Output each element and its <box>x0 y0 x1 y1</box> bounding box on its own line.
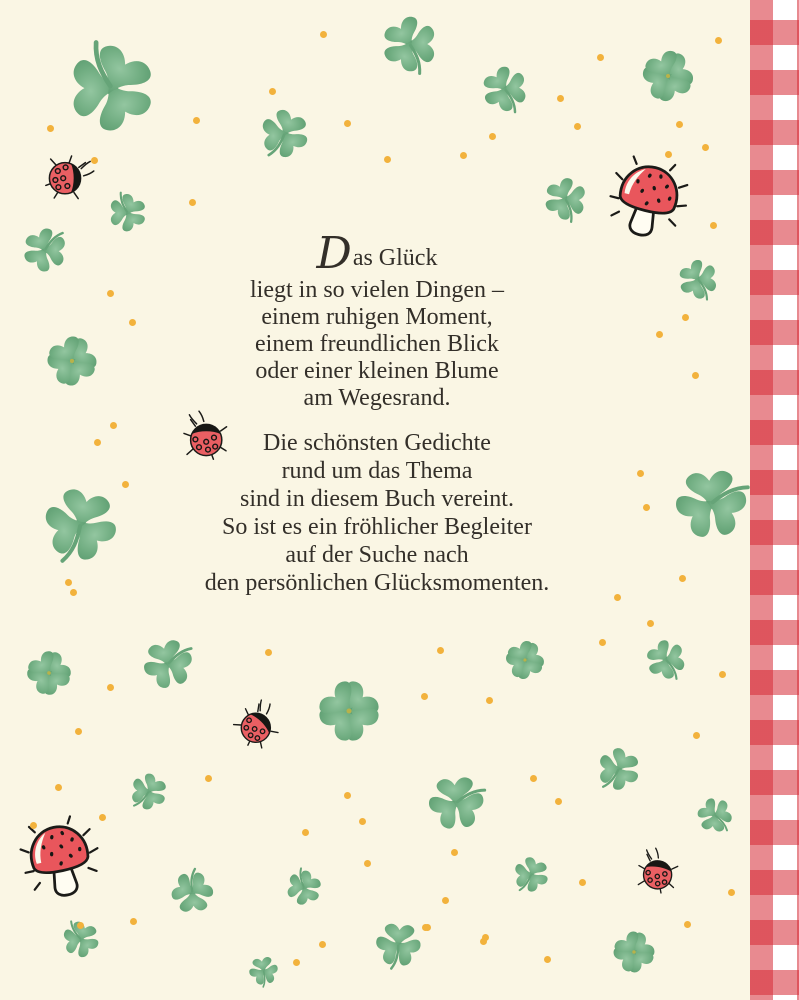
sparkle-dot <box>489 133 496 140</box>
sparkle-dot <box>544 956 551 963</box>
sparkle-dot <box>647 620 654 627</box>
clover-icon <box>407 747 513 853</box>
sparkle-dot <box>359 818 366 825</box>
sparkle-dot <box>728 889 735 896</box>
sparkle-dot <box>302 829 309 836</box>
sparkle-dot <box>451 849 458 856</box>
clover-icon <box>123 613 219 709</box>
blurb-line: den persönlichen Glücksmomenten. <box>204 570 550 596</box>
clover-icon <box>27 1 188 162</box>
sparkle-dot <box>710 222 717 229</box>
blurb-line <box>40 228 714 279</box>
sparkle-dot <box>460 152 467 159</box>
sparkle-dot <box>437 647 444 654</box>
blurb-line: Die schönsten Gedichte <box>263 430 491 456</box>
clover-icon <box>239 93 327 181</box>
clover-icon <box>12 636 86 710</box>
sparkle-dot <box>684 921 691 928</box>
ladybug-icon <box>626 841 689 904</box>
clover-icon <box>489 624 561 696</box>
sparkle-dot <box>384 156 391 163</box>
sparkle-dot <box>320 31 327 38</box>
clover-icon <box>599 917 669 987</box>
clover-icon <box>498 845 562 909</box>
drop-cap-letter: D <box>316 228 352 279</box>
sparkle-dot <box>193 117 200 124</box>
sparkle-dot <box>77 922 84 929</box>
blurb-line: einem freundlichen Blick <box>255 331 499 357</box>
sparkle-dot <box>130 918 137 925</box>
sparkle-dot <box>555 798 562 805</box>
sparkle-dot <box>55 784 62 791</box>
clover-icon <box>621 29 716 124</box>
blurb-line: auf der Suche nach <box>285 542 469 568</box>
clover-icon <box>577 732 656 811</box>
sparkle-dot <box>344 792 351 799</box>
clover-icon <box>630 624 706 700</box>
sparkle-dot <box>293 959 300 966</box>
sparkle-dot <box>693 732 700 739</box>
sparkle-dot <box>715 37 722 44</box>
clover-icon <box>305 667 393 755</box>
sparkle-dot <box>75 728 82 735</box>
sparkle-dot <box>364 860 371 867</box>
sparkle-dot <box>205 775 212 782</box>
clover-icon <box>364 914 431 981</box>
ladybug-icon <box>38 147 98 207</box>
sparkle-dot <box>442 897 449 904</box>
clover-icon <box>360 0 464 100</box>
sparkle-dot <box>30 822 37 829</box>
clover-icon <box>161 858 224 921</box>
blurb-line: sind in diesem Buch vereint. <box>240 486 514 512</box>
blurb-line: rund um das Thema <box>281 458 473 484</box>
blurb-text: as Glück <box>352 245 438 271</box>
ladybug-icon <box>217 685 296 764</box>
sparkle-dot <box>99 814 106 821</box>
sparkle-dot <box>91 157 98 164</box>
sparkle-dot <box>480 938 487 945</box>
sparkle-dot <box>189 199 196 206</box>
clover-icon <box>44 902 114 972</box>
blurb-line: einem ruhigen Moment, <box>261 304 493 330</box>
sparkle-dot <box>574 123 581 130</box>
sparkle-dot <box>269 88 276 95</box>
sparkle-dot <box>719 671 726 678</box>
blurb-line: oder einer kleinen Blume <box>255 358 499 384</box>
clover-icon <box>464 49 550 135</box>
blurb-line: liegt in so vielen Dingen – <box>250 277 504 303</box>
sparkle-dot <box>486 697 493 704</box>
gingham-border-strip <box>750 0 799 1000</box>
mushroom-icon <box>5 803 114 912</box>
sparkle-dot <box>579 879 586 886</box>
clover-icon <box>272 854 334 916</box>
sparkle-dot <box>319 941 326 948</box>
sparkle-dot <box>676 121 683 128</box>
sparkle-dot <box>422 924 429 931</box>
sparkle-dot <box>599 639 606 646</box>
clover-icon <box>241 950 287 996</box>
sparkle-dot <box>665 151 672 158</box>
sparkle-dot <box>557 95 564 102</box>
blurb-line: am Wegesrand. <box>303 385 451 411</box>
sparkle-dot <box>107 684 114 691</box>
blurb-paragraph-1 <box>40 228 714 412</box>
sparkle-dot <box>110 422 117 429</box>
sparkle-dot <box>265 649 272 656</box>
blurb-paragraph-2 <box>40 429 714 597</box>
sparkle-dot <box>702 144 709 151</box>
blurb-line: So ist es ein fröhlicher Begleiter <box>222 514 532 540</box>
clover-icon <box>112 759 182 829</box>
sparkle-dot <box>47 125 54 132</box>
sparkle-dot <box>597 54 604 61</box>
clover-icon <box>683 783 751 851</box>
sparkle-dot <box>530 775 537 782</box>
sparkle-dot <box>421 693 428 700</box>
sparkle-dot <box>344 120 351 127</box>
